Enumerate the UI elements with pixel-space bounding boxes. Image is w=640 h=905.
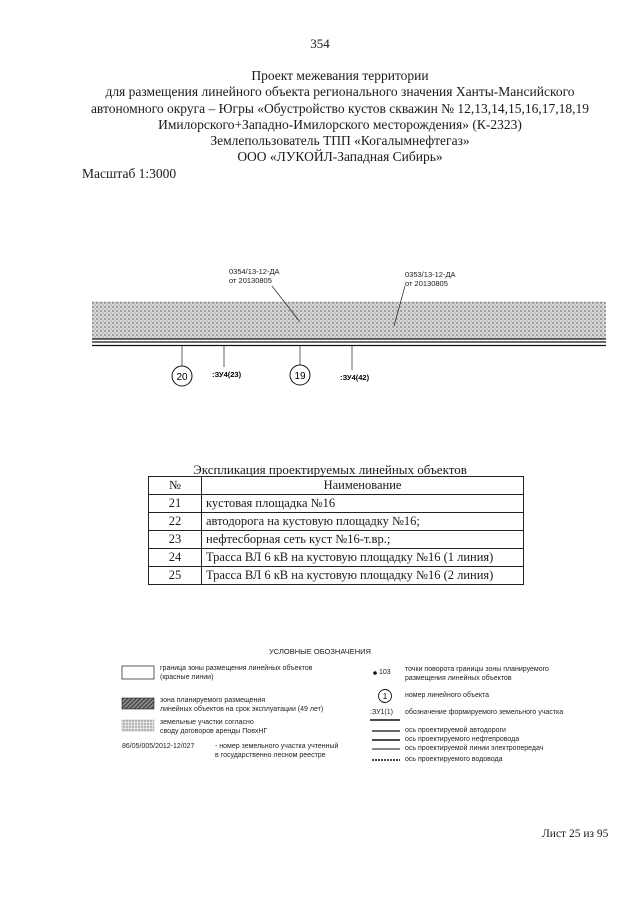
legend-zu-sample: :ЗУ1(1) xyxy=(370,709,393,716)
legend-text: в государственно лесном реестре xyxy=(215,751,326,759)
table-row xyxy=(149,531,524,549)
permit-number: 0354/13-12-ДА xyxy=(229,267,280,276)
table-row xyxy=(149,495,524,513)
row-name: кустовая площадка №16 xyxy=(202,495,524,513)
title-line: автономного округа – Югры «Обустройство кустов скважин № 12,13,14,15,16,17,18,19 xyxy=(90,100,590,116)
table-row xyxy=(149,513,524,531)
permit-label-right xyxy=(405,270,456,288)
column-header: № xyxy=(149,477,202,495)
legend-object-label: номер линейного объекта xyxy=(405,692,490,699)
title-line: для размещения линейного объекта регионального значения Ханты-Мансийского xyxy=(105,84,575,100)
zone-swatch xyxy=(122,698,154,709)
point-marker-icon xyxy=(373,671,377,675)
lease-swatch xyxy=(122,720,154,731)
row-name: Трасса ВЛ 6 кВ на кустовую площадку №16 (2 линия) xyxy=(202,567,524,585)
permit-date: от 20130805 xyxy=(229,276,272,285)
permit-date: от 20130805 xyxy=(405,279,448,288)
row-number: 23 xyxy=(149,531,202,549)
zu-label: :ЗУ4(23) xyxy=(212,370,242,379)
legend-road-label: ось проектируемой автодороги xyxy=(405,727,506,734)
object-number: 20 xyxy=(176,372,188,383)
legend-water-label: ось проектируемого водовода xyxy=(405,756,503,763)
explication-title: Экспликация проектируемых линейных объектов xyxy=(193,462,467,477)
table-header-row xyxy=(149,477,524,495)
legend-text: точки поворота границы зоны планируемого xyxy=(405,666,549,673)
permit-number: 0353/13-12-ДА xyxy=(405,270,456,279)
title-line: ООО «ЛУКОЙЛ-Западная Сибирь» xyxy=(237,149,443,165)
legend-lease-label xyxy=(160,719,267,736)
zu-label: :ЗУ4(42) xyxy=(340,373,370,382)
row-number: 21 xyxy=(149,495,202,513)
legend-point-label xyxy=(405,666,549,683)
permit-label-left xyxy=(229,267,280,285)
document-title xyxy=(40,68,640,166)
row-name: автодорога на кустовую площадку №16; xyxy=(202,513,524,531)
title-line: Имилорского+Западно-Имилорского месторождения» (К-2323) xyxy=(158,116,522,132)
legend-text: своду договоров аренды ПовхНГ xyxy=(160,727,268,735)
row-name: Трасса ВЛ 6 кВ на кустовую площадку №16 (1 линия) xyxy=(202,549,524,567)
row-number: 22 xyxy=(149,513,202,531)
legend-oil-label: ось проектируемого нефтепровода xyxy=(405,736,520,743)
legend-text: линейных объектов на срок эксплуатации (49 лет) xyxy=(160,705,324,713)
legend-zone-label xyxy=(160,697,323,714)
table-row xyxy=(149,567,524,585)
title-line: Землепользователь ТПП «Когалымнефтегаз» xyxy=(210,133,470,149)
legend-text: (красные линии) xyxy=(160,673,214,681)
object-number: 19 xyxy=(294,371,306,382)
legend-text: размещения линейных объектов xyxy=(405,674,512,682)
legend-power-label: ось проектируемой линии электропередач xyxy=(405,745,544,752)
lease-area-strip xyxy=(92,302,606,339)
row-number: 25 xyxy=(149,567,202,585)
legend-text: граница зоны размещения линейных объектов xyxy=(160,665,313,672)
table-row xyxy=(149,549,524,567)
title-line: Проект межевания территории xyxy=(251,68,429,83)
sheet-counter: Лист 25 из 95 xyxy=(542,828,609,840)
row-number: 24 xyxy=(149,549,202,567)
legend-point-number: 103 xyxy=(379,669,391,676)
legend-text: зона планируемого размещения xyxy=(160,697,266,704)
legend-text: - номер земельного участка учтенный xyxy=(215,743,339,750)
page-number: 354 xyxy=(310,36,330,51)
row-name: нефтесборная сеть куст №16-т.вр.; xyxy=(202,531,524,549)
legend-zu-label: обозначение формируемого земельного участка xyxy=(405,709,564,716)
legend-red-line-label xyxy=(160,665,312,682)
red-line-swatch xyxy=(122,666,154,679)
legend-cadastre-number: 86/05/005/2012-12/027 xyxy=(122,743,195,750)
legend-cadastre-label xyxy=(215,743,338,760)
legend-title: УСЛОВНЫЕ ОБОЗНАЧЕНИЯ xyxy=(269,647,371,656)
legend-text: земельные участки согласно xyxy=(160,719,254,726)
explication-table xyxy=(148,476,524,585)
scale-label: Масштаб 1:3000 xyxy=(82,166,177,181)
plan-drawing xyxy=(0,250,640,390)
object-circle-label: 1 xyxy=(382,692,388,701)
column-header: Наименование xyxy=(202,477,524,495)
